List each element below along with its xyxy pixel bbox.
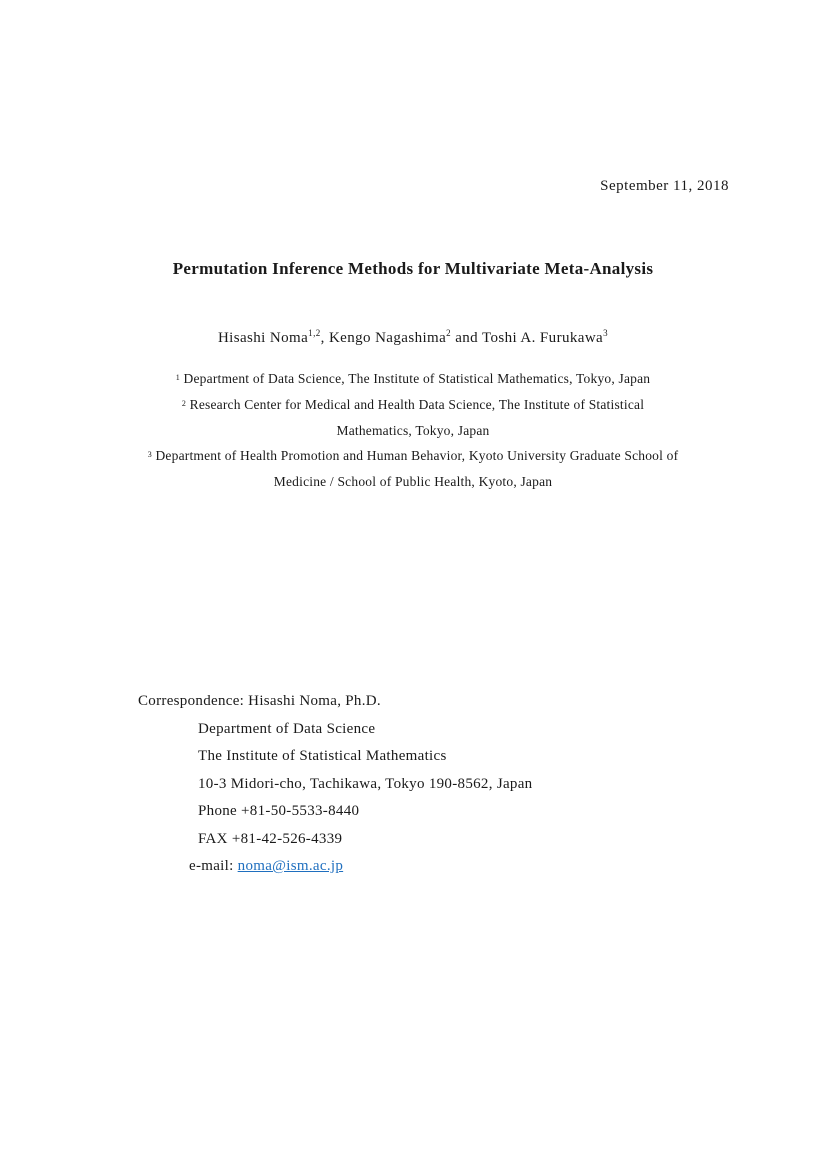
correspondence-label: Correspondence: Hisashi Noma, Ph.D.: [138, 693, 381, 709]
correspondence-department: Department of Data Science: [198, 720, 376, 737]
affiliation-line: [0, 443, 826, 469]
affiliation-line: Mathematics, Tokyo, Japan: [336, 422, 490, 438]
affiliation-line: Medicine / School of Public Health, Kyoto, Japan: [273, 473, 553, 489]
affiliation-number: 1: [175, 373, 180, 382]
correspondence-institute: The Institute of Statistical Mathematics: [198, 748, 447, 764]
affiliation-text: Department of Data Science, The Institute of Statistical Mathematics, Tokyo, Japan: [183, 371, 651, 386]
affiliation-text: Research Center for Medical and Health Data Science, The Institute of Statistical: [189, 397, 645, 412]
correspondence-email-line: [138, 853, 532, 881]
author-separator: and: [451, 330, 482, 346]
affiliation-2: [0, 392, 826, 443]
affiliation-number: 2: [181, 399, 187, 408]
author-superscript: 2: [446, 328, 452, 338]
author-name: Toshi A. Furukawa: [481, 330, 604, 346]
correspondence-block: [138, 688, 532, 881]
affiliation-text: Department of Health Promotion and Human Behavior, Kyoto University Graduate School of: [155, 448, 679, 463]
date: September 11, 2018: [600, 178, 729, 194]
affiliation-number: 3: [147, 450, 152, 459]
author-name: Kengo Nagashima: [328, 330, 447, 346]
author-superscript: 1,2: [308, 328, 321, 338]
correspondence-fax: FAX +81-42-526-4339: [198, 830, 343, 847]
paper-title: Permutation Inference Methods for Multivariate Meta-Analysis: [172, 259, 654, 278]
author-superscript: 3: [603, 328, 609, 338]
author-list: [0, 330, 826, 347]
affiliation-line: [0, 366, 826, 392]
email-label: e-mail:: [189, 858, 238, 874]
affiliation-line: [0, 392, 826, 418]
author-name: Hisashi Noma: [217, 330, 309, 346]
affiliation-3: [0, 443, 826, 494]
correspondence-phone: Phone +81-50-5533-8440: [198, 803, 360, 819]
author-separator: ,: [320, 330, 329, 346]
affiliation-1: [0, 366, 826, 392]
correspondence-address: 10-3 Midori-cho, Tachikawa, Tokyo 190-8562, Japan: [198, 775, 533, 792]
email-link[interactable]: noma@ism.ac.jp: [237, 858, 344, 874]
